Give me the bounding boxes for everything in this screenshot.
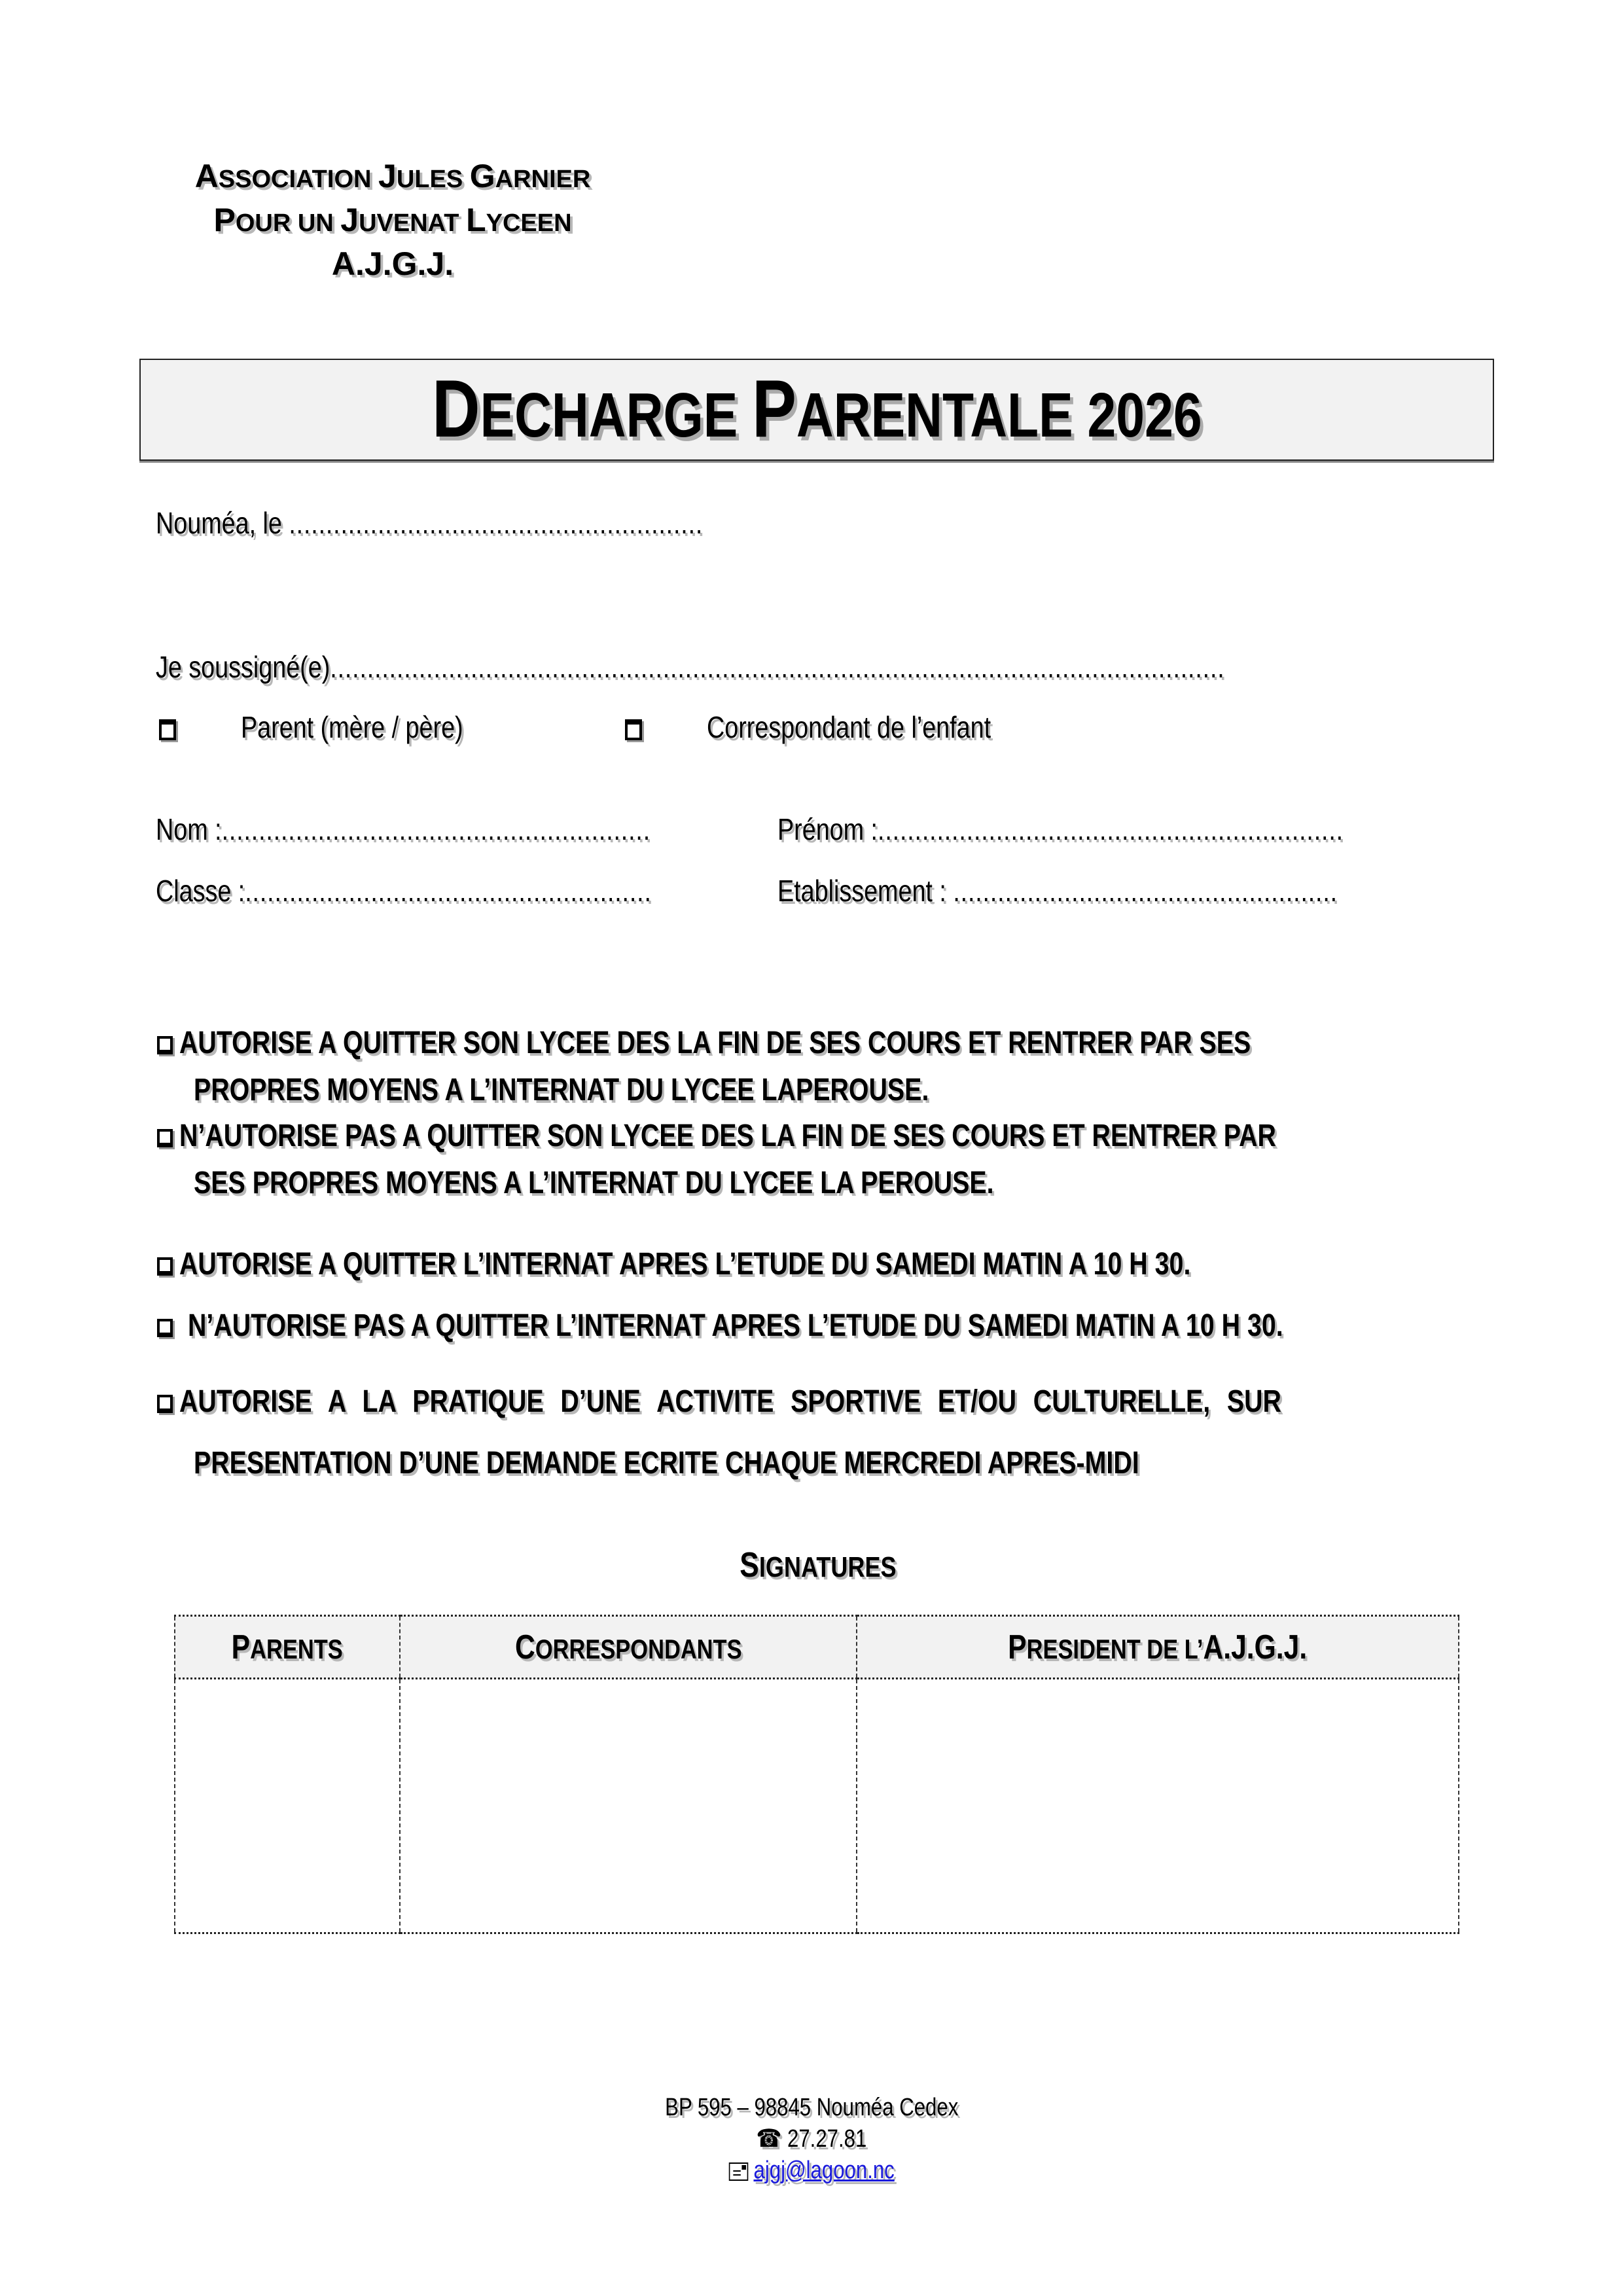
- role-option-correspondant-label: Correspondant de l’enfant: [706, 710, 991, 744]
- page-title: DECHARGE PARENTALE 2026: [431, 364, 1202, 454]
- footer-contact: [589, 2092, 1034, 2186]
- column-header-correspondants: CORRESPONDANTS: [400, 1616, 857, 1679]
- role-option-parent-label: Parent (mère / père): [240, 710, 463, 744]
- authorization-item[interactable]: AUTORISE A QUITTER SON LYCEE DES LA FIN DE SES COURS ET RENTRER PAR SES PROPRES MOYENS A L’INTERNAT DU LYCEE LAPEROUSE.: [157, 1020, 1479, 1114]
- undersigned-input[interactable]: .........................................................................................................................: [330, 650, 1225, 684]
- field-prenom: [777, 812, 1468, 847]
- place-date-field: [156, 505, 823, 541]
- undersigned-label: Je soussigné(e): [156, 650, 330, 684]
- place-date-input[interactable]: ........................................................: [289, 506, 704, 540]
- field-nom-label: Nom :: [156, 812, 222, 846]
- role-option-parent[interactable]: [159, 709, 512, 745]
- field-nom-input[interactable]: ..........................................................: [221, 812, 651, 846]
- authorization-item[interactable]: AUTORISE A LA PRATIQUE D’UNE ACTIVITE SPORTIVE ET/OU CULTURELLE, SUR PRESENTATION D’UNE DEMANDE ECRITE CHAQUE MERCREDI APRES-MIDI: [157, 1378, 1479, 1487]
- checkbox-authorize-activity[interactable]: [157, 1395, 173, 1413]
- field-nom: [156, 812, 759, 847]
- signature-cell-president[interactable]: [857, 1679, 1459, 1933]
- title-box: [139, 359, 1494, 461]
- org-name-line1: ASSOCIATION JULES GARNIER: [194, 158, 591, 194]
- checkbox-parent[interactable]: [159, 719, 176, 740]
- field-prenom-label: Prénom :: [777, 812, 878, 846]
- phone-icon: ☎: [756, 2125, 782, 2153]
- signature-cell-parents[interactable]: [175, 1679, 400, 1933]
- mail-icon: [729, 2162, 749, 2181]
- field-etablissement-input[interactable]: ....................................................: [953, 874, 1338, 908]
- footer-address: BP 595 – 98845 Nouméa Cedex: [664, 2094, 959, 2121]
- column-header-parents: PARENTS: [175, 1616, 400, 1679]
- field-classe-label: Classe :: [156, 874, 245, 908]
- footer-phone: 27.27.81: [787, 2125, 867, 2153]
- field-etablissement: [777, 873, 1461, 908]
- checkbox-authorize-leave-lycee[interactable]: [157, 1036, 173, 1054]
- field-classe-input[interactable]: .......................................................: [245, 874, 652, 908]
- authorization-item[interactable]: N’AUTORISE PAS A QUITTER L’INTERNAT APRES L’ETUDE DU SAMEDI MATIN A 10 H 30.: [157, 1302, 1479, 1350]
- org-name-line2: POUR UN JUVENAT LYCEEN: [213, 202, 572, 238]
- checkbox-deny-leave-lycee[interactable]: [157, 1129, 173, 1147]
- undersigned-field: [156, 649, 1459, 685]
- checkbox-deny-leave-internat[interactable]: [157, 1319, 173, 1337]
- checkbox-authorize-leave-internat[interactable]: [157, 1257, 173, 1276]
- authorization-item[interactable]: N’AUTORISE PAS A QUITTER SON LYCEE DES LA FIN DE SES COURS ET RENTRER PAR SES PROPRES MOYENS A L’INTERNAT DU LYCEE LA PEROUSE.: [157, 1113, 1479, 1207]
- org-acronym: A.J.G.J.: [331, 245, 454, 282]
- signatures-table: [174, 1615, 1459, 1934]
- field-prenom-input[interactable]: ...............................................................: [878, 812, 1344, 846]
- signature-cell-correspondants[interactable]: [400, 1679, 857, 1933]
- footer-email-link[interactable]: ajgj@lagoon.nc: [753, 2157, 895, 2184]
- field-classe: [156, 873, 760, 908]
- place-date-label: Nouméa, le: [156, 506, 282, 540]
- authorization-item[interactable]: AUTORISE A QUITTER L’INTERNAT APRES L’ETUDE DU SAMEDI MATIN A 10 H 30.: [157, 1241, 1479, 1288]
- signatures-heading: SIGNATURES: [740, 1545, 897, 1585]
- column-header-president: PRESIDENT DE L’A.J.G.J.: [857, 1616, 1459, 1679]
- association-header: [190, 156, 596, 284]
- role-option-correspondant[interactable]: [625, 709, 1053, 745]
- checkbox-correspondant[interactable]: [625, 719, 642, 740]
- field-etablissement-label: Etablissement :: [777, 874, 946, 908]
